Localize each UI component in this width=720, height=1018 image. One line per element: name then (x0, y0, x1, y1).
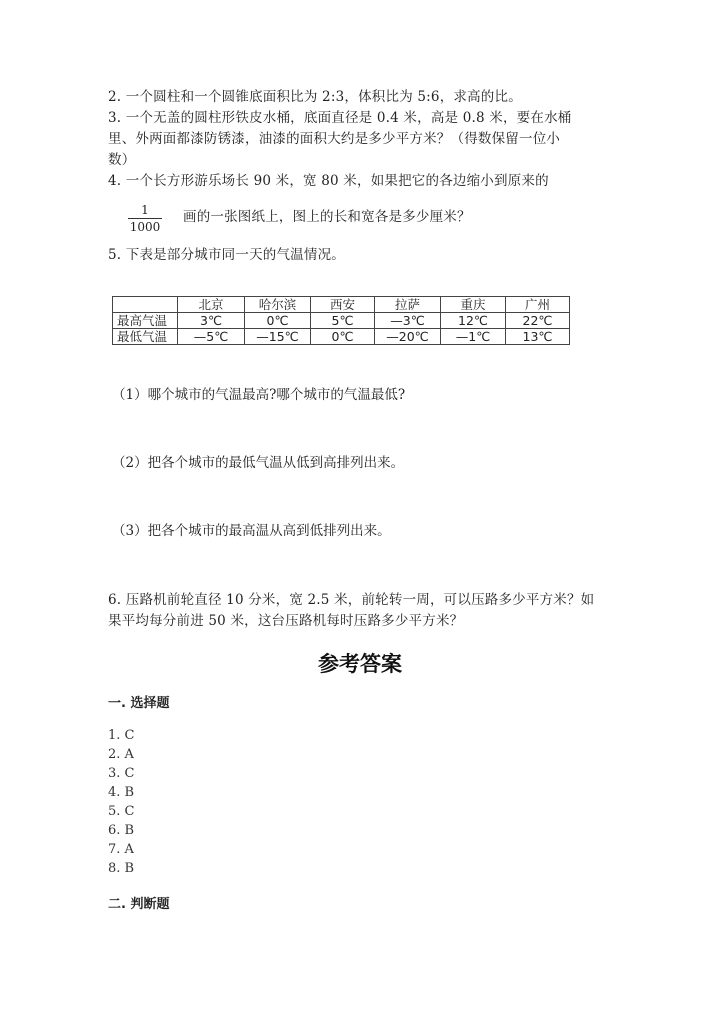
question-4-line-1: 4. 一个长方形游乐场长 90 米，宽 80 米，如果把它的各边缩小到原来的 (108, 173, 549, 189)
table-cell: 3℃ (178, 313, 245, 329)
question-3-line-2: 里、外两面都漆防锈漆，油漆的面积大约是多少平方米？（得数保留一位小 (108, 131, 561, 147)
table-cell: 22℃ (506, 313, 570, 329)
question-2: 2. 一个圆柱和一个圆锥底面积比为 2:3，体积比为 5:6，求高的比。 (108, 89, 522, 105)
section-heading-true-false: 二. 判断题 (108, 897, 170, 912)
answer-item: 7. A (108, 842, 134, 857)
question-3-line-1: 3. 一个无盖的圆柱形铁皮水桶，底面直径是 0.4 米，高是 0.8 米，要在水桶 (108, 110, 572, 126)
question-6-line-1: 6. 压路机前轮直径 10 分米，宽 2.5 米，前轮转一周，可以压路多少平方米？如 (108, 592, 595, 608)
answer-item: 1. C (108, 728, 135, 743)
answer-item: 8. B (108, 861, 135, 876)
table-row-label: 最高气温 (113, 313, 178, 329)
question-3-line-3: 数） (108, 152, 136, 168)
table-cell: —5℃ (178, 329, 245, 345)
table-row (113, 313, 570, 329)
table-header-cell: 哈尔滨 (245, 297, 311, 313)
fraction-numerator: 1 (128, 203, 162, 219)
table-cell: —15℃ (245, 329, 311, 345)
table-cell: 13℃ (506, 329, 570, 345)
question-6-line-2: 果平均每分前进 50 米，这台压路机每时压路多少平方米？ (108, 613, 464, 629)
section-heading-multiple-choice: 一. 选择题 (108, 696, 170, 711)
answer-item: 6. B (108, 823, 135, 838)
answer-item: 5. C (108, 804, 135, 819)
table-header-cell: 拉萨 (375, 297, 441, 313)
table-header-cell: 重庆 (441, 297, 506, 313)
temperature-table (112, 296, 570, 345)
table-cell: —3℃ (375, 313, 441, 329)
table-header-cell: 西安 (311, 297, 375, 313)
question-5-sub-1: （1）哪个城市的气温最高?哪个城市的气温最低? (112, 387, 406, 403)
fraction-denominator: 1000 (129, 220, 161, 234)
table-header-cell (113, 297, 178, 313)
question-5-sub-3: （3）把各个城市的最高温从高到低排列出来。 (112, 523, 391, 539)
table-header-row (113, 297, 570, 313)
table-cell: 0℃ (311, 329, 375, 345)
answer-item: 2. A (108, 747, 134, 762)
question-5-sub-2: （2）把各个城市的最低气温从低到高排列出来。 (112, 455, 405, 471)
table-row-label: 最低气温 (113, 329, 178, 345)
answer-item: 4. B (108, 785, 135, 800)
table-cell: 0℃ (245, 313, 311, 329)
table-row (113, 329, 570, 345)
table-header-cell: 广州 (506, 297, 570, 313)
fraction-one-thousandth (128, 203, 162, 234)
answer-key-title: 参考答案 (318, 652, 402, 676)
table-cell: —1℃ (441, 329, 506, 345)
question-4-line-2: 画的一张图纸上，图上的长和宽各是多少厘米？ (183, 209, 471, 225)
table-cell: 5℃ (311, 313, 375, 329)
question-5: 5. 下表是部分城市同一天的气温情况。 (108, 247, 345, 263)
table-header-cell: 北京 (178, 297, 245, 313)
answer-item: 3. C (108, 766, 135, 781)
table-cell: 12℃ (441, 313, 506, 329)
table-cell: —20℃ (375, 329, 441, 345)
